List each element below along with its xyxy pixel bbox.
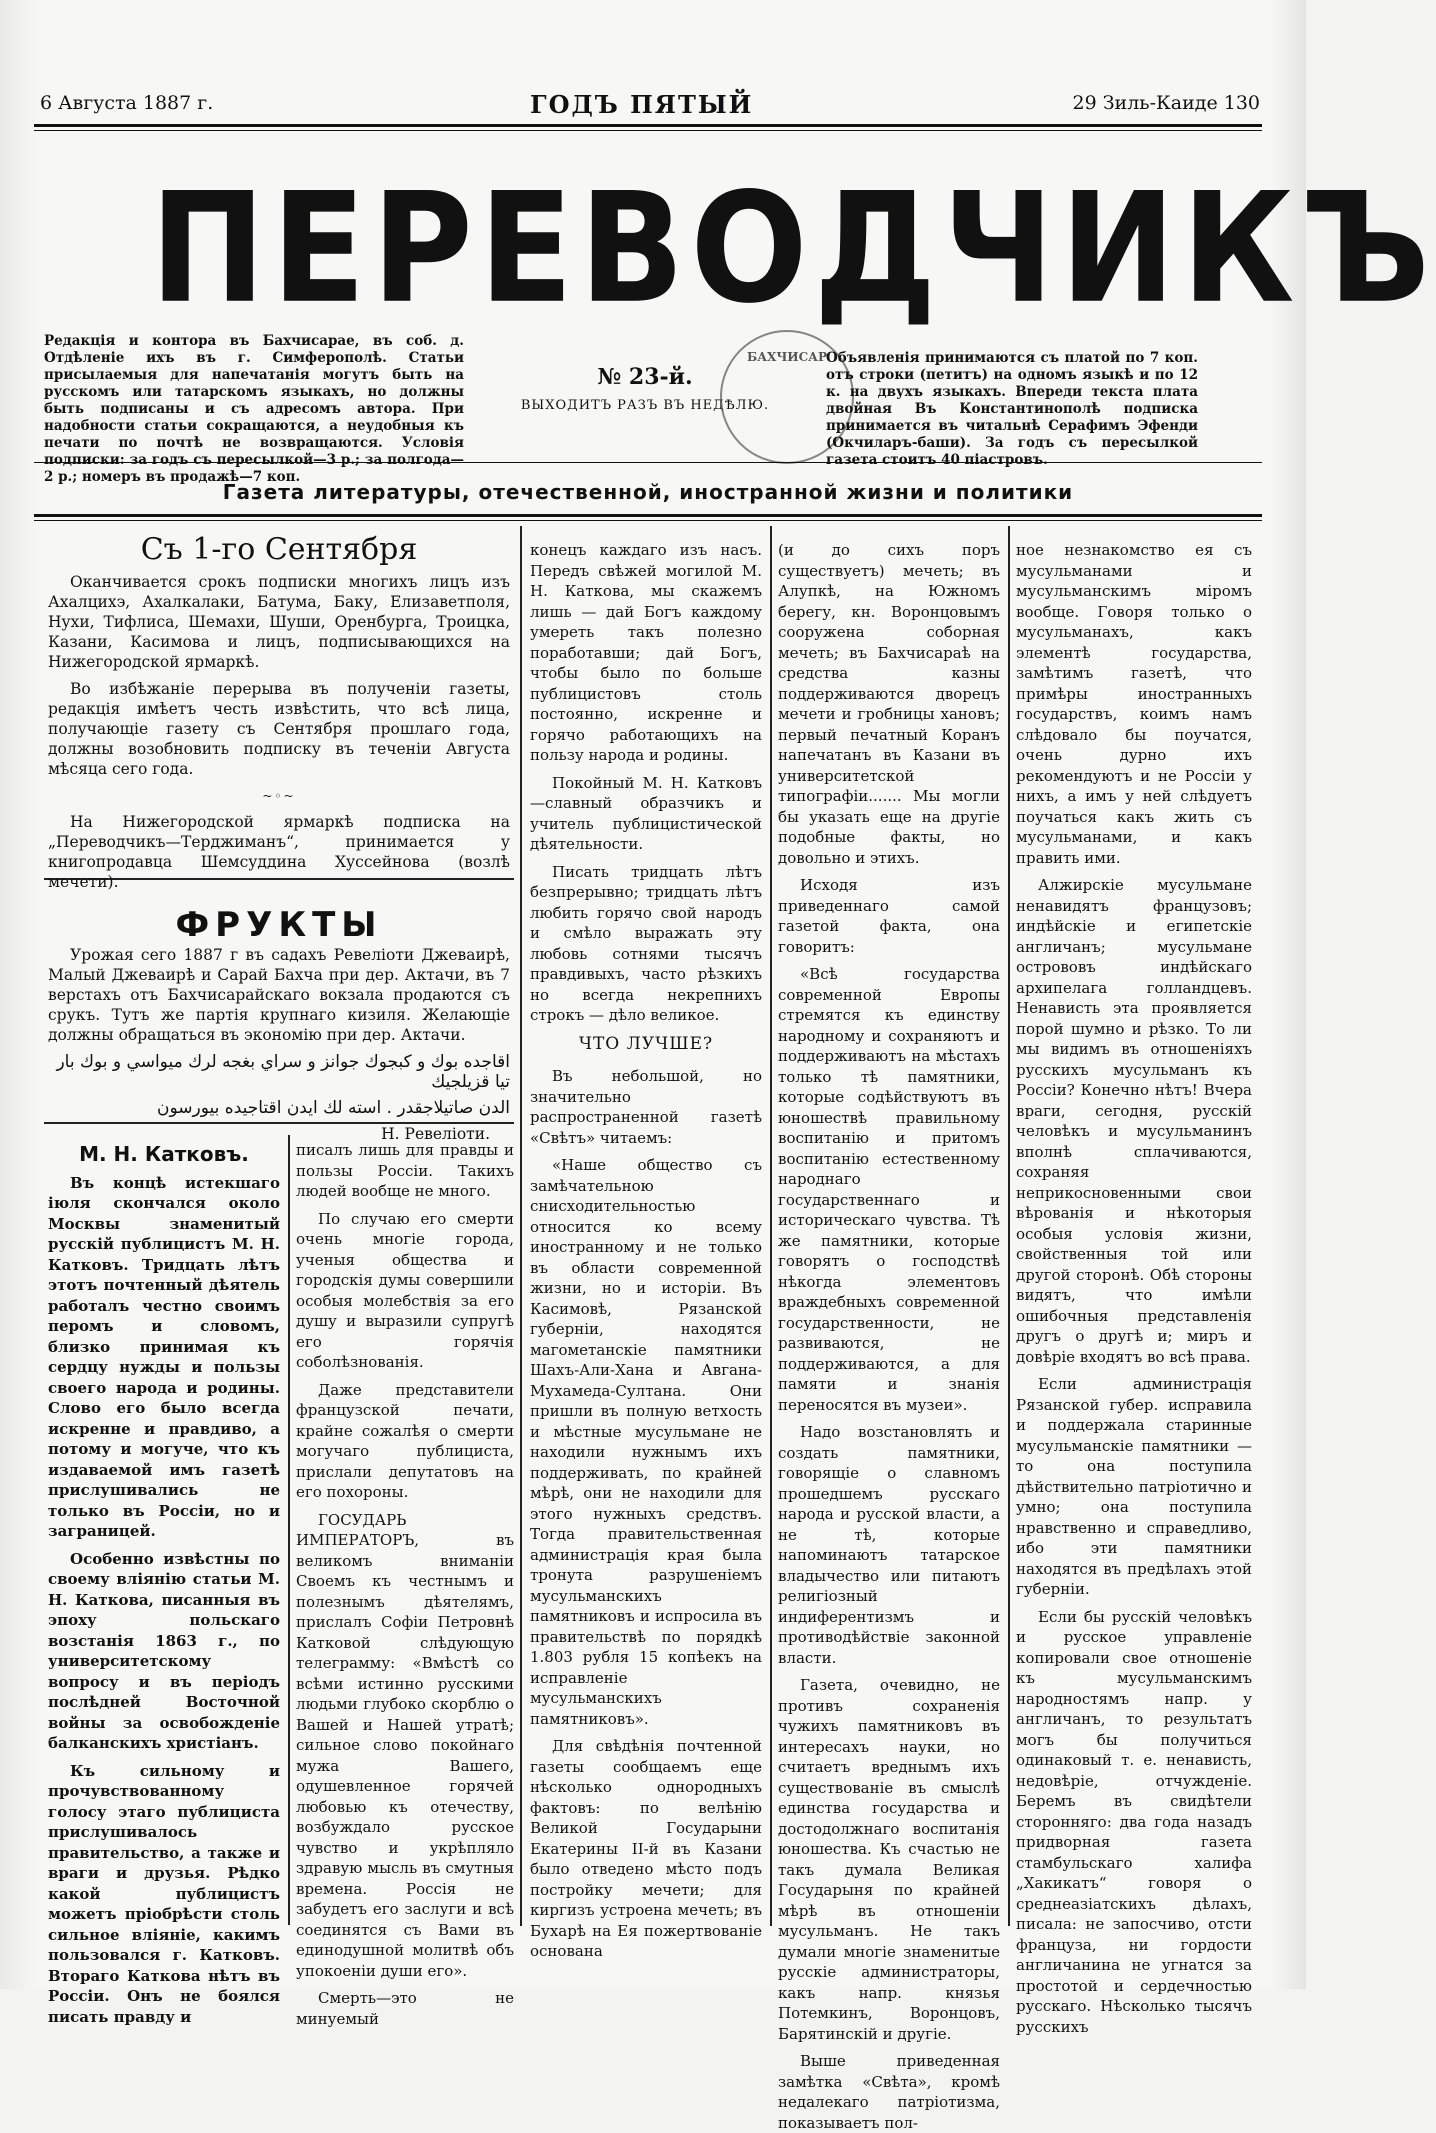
- article-paragraph: конецъ каждаго изъ насъ. Передъ свѣжей могилой М. Н. Каткова, мы скажемъ лишь — дай Богъ каждому умереть такъ полезно поработавши; дай Богъ, чтобы было по больше публицистовъ столь постоянно, искренне и горячо работающихъ на пользу народа и родины.: [530, 541, 762, 764]
- issue-date: 6 Августа 1887 г.: [40, 92, 214, 114]
- ornament-divider: ~◦~: [262, 789, 296, 803]
- header-rule-top: [34, 124, 1262, 127]
- katkov-title: М. Н. Катковъ.: [79, 1142, 249, 1166]
- article-paragraph: Выше приведенная замѣтка «Свѣта», кромѣ недалекаго патріотизма, показываетъ пол-: [778, 2052, 1000, 2132]
- article-paragraph: Покойный М. Н. Катковъ—славный образчикъ и учитель публицистической дѣятельности.: [530, 773, 762, 853]
- article-paragraph: Если бы русскій человѣкъ и русское управленіе копировали свое отношеніе къ мусульманскимъ народностямъ напр. у англичанъ, то результатъ могъ бы получиться одинаковый т. е. ненависть, недовѣріе, отчужденіе. Беремъ въ свидѣтели сторонняго: два года назадъ придворная газета стамбульскаго халифа „Хакикатъ“ говоря о среднеазіатскихъ дѣлахъ, писала: не запосчиво, отсти француза, ни гордости англичанина не угнатся за простотой и сердечностью русскаго. Нѣсколько тысячъ русскихъ: [1016, 1607, 1252, 2036]
- editorial-notice: Редакція и контора въ Бахчисарае, въ соб. д. Отдѣленіе ихъ въ г. Симферополѣ. Статьи присылаемыя для напечатанія могутъ быть на русскомъ или татарскомъ языкахъ, но должны быть подписаны и съ адресомъ автора. При надобности статьи сокращаются, а неудобныя къ печати по почтѣ не возвращаются. Условія подписки: за годъ съ пересылкой—3 р.; за полгода—2 р.; номеръ въ продажѣ—7 коп.: [44, 333, 464, 485]
- article-paragraph: Алжирскіе мусульмане ненавидятъ французовъ; индѣйскіе и египетскіе англичанъ; мусульмане острововъ индѣйскаго архипелага голландцевъ. Ненависть эта проявляется порой шумно и рѣзко. То ли мы видимъ въ отношеніяхъ русскихъ мусульманъ къ Россіи? Конечно нѣтъ! Вчера враги, сегодня, русскій человѣкъ и мусульманинъ вполнѣ сплачиваются, сохраняя неприкосновенными свои вѣрованія и нѣкоторыя особыя условія жизни, свойственныя той или другой сторонѣ. Обѣ стороны видятъ, что имѣли ошибочныя представленія другъ о другѣ и; миръ и довѣріе входятъ во всѣ права.: [1016, 876, 1252, 1366]
- fruits-title: ФРУКТЫ: [175, 905, 383, 945]
- arabic-line: الدن صاتيلاجقدر . استه لك ايدن اقتاجيده بيورسون: [157, 1098, 510, 1118]
- announcements-column: [48, 532, 510, 1143]
- september-paragraph: На Нижегородской ярмаркѣ подписка на „Переводчикъ—Терджиманъ“, принимается у книгопродавца Шемсуддина Хуссейнова (возлѣ мечети).: [48, 813, 510, 891]
- advertising-notice: Объявленія принимаются съ платой по 7 коп. отъ строки (петитъ) на одномъ языкѣ и по 12 к. на двухъ языкахъ. Впереди текста плата двойная Въ Константинополѣ подписка принимается въ читальнѣ Серафимъ Эфенди (Окчиларъ-баши). За годъ съ пересылкой газета стоитъ 40 піастровъ.: [826, 350, 1198, 468]
- katkov-column: [48, 1140, 280, 2026]
- september-title: Съ 1-го Сентября: [140, 532, 418, 567]
- september-paragraph: Оканчивается срокъ подписки многихъ лицъ изъ Ахалцихэ, Ахалкалаки, Батума, Баку, Елизаветполя, Нухи, Тифлиса, Шемахи, Шуши, Оренбурга, Троицка, Казани, Касимова и лицъ, подписывающихся на Нижегородской ярмаркѣ.: [48, 573, 510, 671]
- article-paragraph: писалъ лишь для правды и пользы Россіи. Такихъ людей вообще не много.: [296, 1141, 514, 1200]
- article-paragraph: (и до сихъ поръ существуетъ) мечеть; въ Алупкѣ, на Южномъ берегу, кн. Воронцовымъ сооружена соборная мечеть; въ Бахчисараѣ на средства казны поддерживаются дворецъ мечети и гробницы хановъ; первый печатный Коранъ напечатанъ въ Казани въ университетской типографіи....... Мы могли бы указать еще на другіе подобные факты, но довольно и этихъ.: [778, 541, 1000, 867]
- article-paragraph: «Всѣ государства современной Европы стремятся къ единству народному и сохраняютъ и поддерживаютъ на мѣстахъ только тѣ памятники, которые содѣйствуютъ въ юношествѣ правильному воспитанію и притомъ воспитанію естественному народнаго государственнаго и историческаго чувства. Тѣ же памятники, которые говорятъ о господствѣ нѣкогда элементовъ враждебныхъ современной государственности, не развиваются, не поддерживаются, а для памяти и знанія переносятся въ музеи».: [778, 965, 1000, 1414]
- middle-column: [530, 540, 762, 1960]
- hijri-date: 29 Зиль-Каиде 130: [1072, 92, 1260, 114]
- column-divider: [288, 1135, 290, 1925]
- masthead-title: ПЕРЕВОДЧИКЪ: [150, 159, 1436, 337]
- header-rule-top-thin: [34, 130, 1262, 131]
- subtitle-rule-bottom-thin: [34, 520, 1262, 521]
- column-divider: [520, 526, 522, 1926]
- article-paragraph: Газета, очевидно, не противъ сохраненія чужихъ памятниковъ въ интересахъ науки, но считаетъ вреднымъ ихъ существованіе въ смыслѣ единства государства и достодолжнаго воспитанія юношества. Къ счастью не такъ думала Великая Государыня по крайней мѣрѣ въ отношеніи мусульманъ. Не такъ думали многіе знаменитые русскіе администраторы, какъ напр. князья Потемкинъ, Воронцовъ, Барятинскій и другіе.: [778, 1676, 1000, 2043]
- katkov-paragraph: Особенно извѣстны по своему вліянію статьи М. Н. Каткова, писанныя въ эпоху польскаго возстанія 1863 г., по университетскому вопросу и въ періодъ послѣдней Восточной войны за освобожденіе балканскихъ христіанъ.: [48, 1549, 280, 1752]
- fruits-signature: Н. Ревеліоти.: [381, 1125, 490, 1143]
- article-paragraph: Исходя изъ приведеннаго самой газетой факта, она говоритъ:: [778, 876, 1000, 956]
- fifth-column: [1016, 540, 1252, 2036]
- katkov-paragraph: Въ концѣ истекшаго іюля скончался около Москвы знаменитый русскій публицистъ М. Н. Катковъ. Тридцать лѣтъ этотъ почтенный дѣятель работалъ честно своимъ перомъ и словомъ, близко принимая къ сердцу нужды и пользы своего народа и родины. Слово его было всегда искренне и правдиво, а потому и могуче, что къ издаваемой имъ газетѣ прислушивались не только въ Россіи, но и заграницей.: [48, 1173, 280, 1540]
- top-line: [40, 90, 1260, 119]
- publication-frequency: ВЫХОДИТЪ РАЗЪ ВЪ НЕДѢЛЮ.: [520, 398, 770, 413]
- article-paragraph: Даже представители французской печати, крайне сожалѣя о смерти могучаго публициста, прислали депутатовъ на его похороны.: [296, 1380, 514, 1501]
- katkov-continued-column: [296, 1140, 514, 2028]
- article-paragraph: Если администрація Рязанской губер. исправила и поддержала старинные мусульманскіе памятники — то она поступила дѣйствительно патріотично и умно; она поступила нравственно и справедливо, ибо эти памятники находятся въ предѣлахъ этой губерніи.: [1016, 1375, 1252, 1598]
- article-paragraph: «Наше общество съ замѣчательною снисходительностью относится ко всему иностранному и не только въ области современной жизни, но и исторіи. Въ Касимовѣ, Рязанской губерніи, находятся магометанскіе памятники Шахъ-Али-Хана и Авгана-Мухамеда-Султана. Они пришли въ полную ветхость и мѣстные мусульмане не находили нужнымъ ихъ поддерживать, по крайней мѣрѣ, они не находили для этого нужныхъ средствъ. Тогда правительственная администрація края была тронута разрушеніемъ мусульманскихъ памятниковъ и испросила въ правительствѣ по порядкѣ 1.803 рубля 15 копѣекъ на исправленіе мусульманскихъ памятниковъ».: [530, 1156, 762, 1728]
- column-divider: [1008, 526, 1010, 1926]
- article-paragraph: Въ небольшой, но значительно распространенной газетѣ «Свѣтъ» читаемъ:: [530, 1067, 762, 1147]
- year-label: ГОДЪ ПЯТЫЙ: [530, 90, 754, 119]
- what-better-title: ЧТО ЛУЧШЕ?: [578, 1033, 714, 1054]
- article-paragraph: ное незнакомство ея съ мусульманами и мусульманскимъ міромъ вообще. Говоря только о мусульманахъ, какъ элементѣ государства, замѣтимъ газетѣ, что примѣры иностранныхъ государствъ, коимъ намъ слѣдовало бы поучатся, очень дурно ихъ рекомендуютъ и не Россіи у нихъ, а имъ у ней слѣдуетъ поучаться какъ жить съ мусульманами, и какъ править ими.: [1016, 541, 1252, 867]
- fourth-column: [778, 540, 1000, 2132]
- subtitle-rule-bottom: [34, 514, 1262, 517]
- katkov-paragraph: Къ сильному и прочувствованному голосу этаго публициста прислушивалось правительство, а также и враги и друзья. Рѣдко какой публицистъ можетъ пріобрѣсти столь сильное вліяніе, какимъ пользовался г. Катковъ. Втораго Каткова нѣтъ въ Россіи. Онъ не боялся писать правду и: [48, 1761, 280, 2026]
- article-paragraph: По случаю его смерти очень многіе города, ученыя общества и городскія думы совершили особыя молебствія за его душу и выразили супругѣ его горячія соболѣзнованія.: [296, 1209, 514, 1371]
- article-paragraph: Смерть—это не минуемый: [296, 1989, 514, 2028]
- arabic-line: اقاجده بوك و كبجوك جوانز و سراي بغجه لرك ميواسي و بوك بار تيا قزيلجيك: [56, 1052, 510, 1092]
- issue-number: № 23-й.: [597, 364, 693, 390]
- newspaper-subtitle: Газета литературы, отечественной, иностранной жизни и политики: [222, 480, 1074, 504]
- stamp-text: БАХЧИСАР: [747, 350, 827, 364]
- column-divider: [770, 526, 772, 1926]
- article-paragraph: Надо возстановлять и создать памятники, говорящіе о славномъ прошедшемъ русскаго народа и русской власти, а не тѣ, которые напоминаютъ татарское владычество или питаютъ религіозный индиферентизмъ и противодѣйствіе законной власти.: [778, 1423, 1000, 1667]
- article-paragraph: Писать тридцать лѣтъ безпрерывно; тридцать лѣтъ любить горячо свой народъ и смѣло выражать эту любовь сотнями тысячъ правдивыхъ, часто рѣзкихъ но всегда некрепнихъ строкъ — дѣло великое.: [530, 862, 762, 1024]
- article-paragraph: Для свѣдѣнія почтенной газеты сообщаемъ еще нѣсколько однородныхъ фактовъ: по велѣнію Великой Государыни Екатерины II-й въ Казани было отведено мѣсто подъ постройку мечети; для киргизъ устроена мечеть; въ Бухарѣ на Ея пожертвованіе основана: [530, 1737, 762, 1960]
- article-paragraph: ГОСУДАРЬ ИМПЕРАТОРЪ, въ великомъ вниманіи Своемъ къ честнымъ и полезнымъ дѣятелямъ, прислалъ Софіи Петровнѣ Катковой слѣдующую телеграмму: «Вмѣстѣ со всѣми истинно русскими людьми глубоко скорблю о Вашей и Нашей утратѣ; сильное слово покойнаго мужа Вашего, одушевленное горячей любовью къ отечеству, возбуждало русское чувство и укрѣпляло здравую мысль въ смутныя времена. Россія не забудетъ его заслуги и всѣ соединятся съ Вами въ единодушной молитвѣ объ упокоеніи души его».: [296, 1510, 514, 1980]
- subtitle-rule-top: [34, 462, 1262, 463]
- september-paragraph: Во избѣжаніе перерыва въ полученіи газеты, редакція имѣетъ честь извѣстить, что всѣ лица, получающіе газету съ Сентября прошлаго года, должны возобновить подписку въ теченіи Августа мѣсяца сего года.: [48, 680, 510, 778]
- fruits-text: Урожая сего 1887 г въ садахъ Ревеліоти Джеваирѣ, Малый Джеваирѣ и Сарай Бахча при дер. Актачи, въ 7 верстахъ отъ Бахчисарайскаго вокзала продаются съ срукъ. Тутъ же партія крупнаго кизиля. Желающіе должны обращаться въ экономію при дер. Актачи.: [48, 946, 510, 1044]
